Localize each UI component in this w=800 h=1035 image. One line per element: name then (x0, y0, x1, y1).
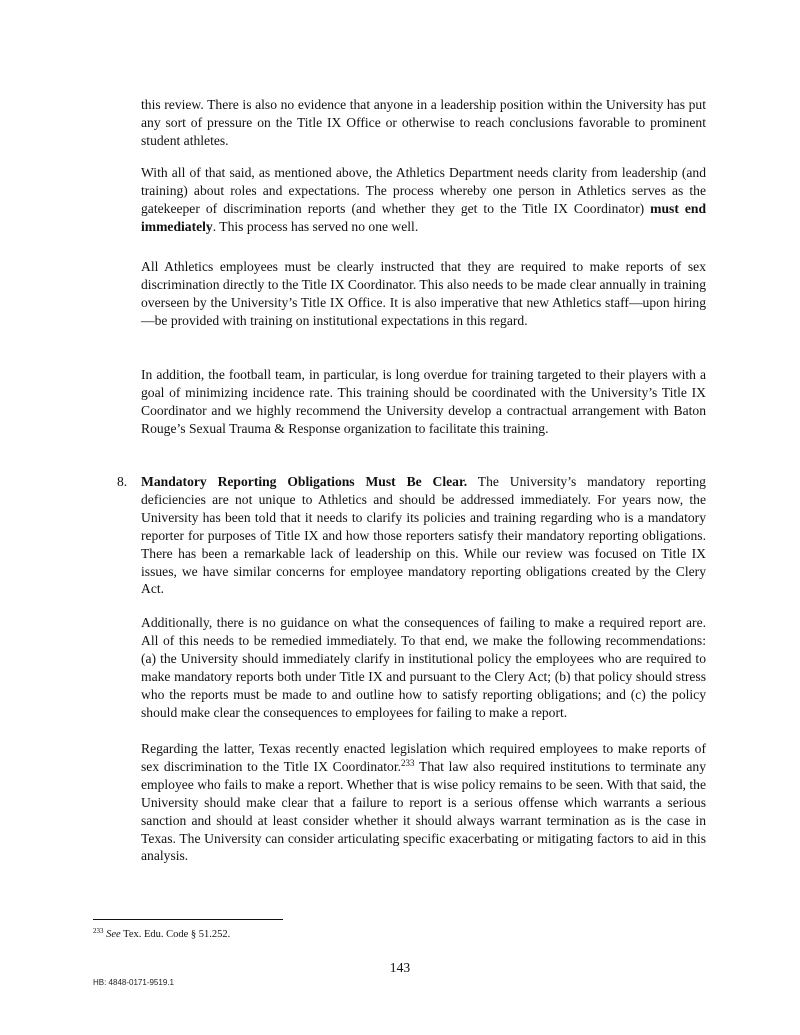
paragraph-texas-legislation: Regarding the latter, Texas recently enacted legislation which required employees to make reports of sex discrimination to the Title IX Coordinator.$^{233}$ That law also required institutions to terminate any employee who fails to make a report. Whether that is wise policy remains to be seen. With that said, the University should make clear that a failure to report is a serious offense which warrants a serious sanction and should at least consider whether it should always warrant termination as is the case in Texas. The University can consider articulating specific exacerbating or mitigating factors to aid in this analysis. (141, 741, 706, 864)
paragraph-recommendations: Additionally, there is no guidance on what the consequences of failing to make a required report are. All of this needs to be remedied immediately. To that end, we make the following recommendations: (a) the University should immediately clarify in institutional policy the employees who are required to make mandatory reports both under Title IX and pursuant to the Clery Act; (b) that policy should stress who the reports must be made to and outline how to satisfy reporting obligations; and (c) the policy should make clear the consequences to employees for failing to make a report. (141, 615, 706, 720)
document-id: HB: 4848-0171-9519.1 (93, 978, 174, 987)
page-number: 143 (389, 960, 411, 975)
paragraph-football-training: In addition, the football team, in particular, is long overdue for training targeted to their players with a goal of minimizing incidence rate. This training should be coordinated with the University’s Title IX Coordinator and we highly recommend the University develop a contractual arrangement with Baton Rouge’s Sexual Trauma & Response organization to facilitate this training. (141, 367, 706, 436)
list-item-8: 8. Mandatory Reporting Obligations Must Be Clear. The University’s mandatory reporting deficiencies are not unique to Athletics and should be addressed immediately. For years now, the University has been told that it needs to clarify its policies and training regarding who is a mandatory reporter for purposes of Title IX and how those reporters satisfy their mandatory reporting obligations. There has been a remarkable lack of leadership on this. While our review was focused on Title IX issues, we have similar concerns for employee mandatory reporting obligations created by the Clery Act. (117, 474, 706, 597)
paragraph-employee-instruction: All Athletics employees must be clearly instructed that they are required to make reports of sex discrimination directly to the Title IX Coordinator. This also needs to be made clear annually in training overseen by the University’s Title IX Office. It is also imperative that new Athletics staff—upon hiring—be provided with training on institutional expectations in this regard. (141, 259, 706, 328)
footnote: $^{233}$ See Tex. Edu. Code § 51.252. (93, 927, 231, 940)
list-item-number: 8. (117, 474, 128, 489)
paragraph-review: this review. There is also no evidence that anyone in a leadership position within the University has put any sort of pressure on the Title IX Office or otherwise to reach conclusions favorable to prominent student athletes. (141, 97, 706, 148)
footnote-divider (93, 919, 283, 920)
paragraph-athletics-clarity: With all of that said, as mentioned above, the Athletics Department needs clarity from leadership (and training) about roles and expectations. The process whereby one person in Athletics serves as the gatekeeper of discrimination reports (and whether they get to the Title IX Coordinator) must end immediately. This process has served no one well. (141, 165, 706, 234)
emphasis-must-end-immediately: must end immediately (141, 200, 706, 234)
footnote-reference[interactable]: 233 (401, 757, 415, 768)
list-item-heading: Mandatory Reporting Obligations Must Be Clear. (141, 474, 468, 489)
